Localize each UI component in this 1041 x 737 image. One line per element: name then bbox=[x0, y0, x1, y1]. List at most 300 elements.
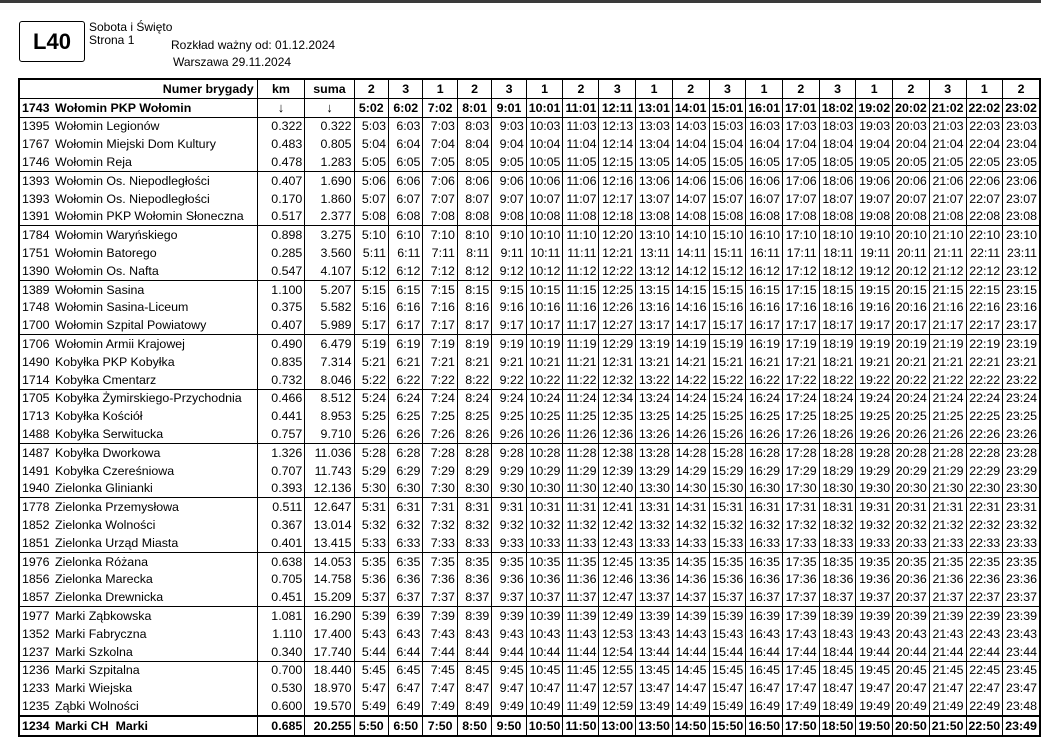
departure-time: 9:19 bbox=[492, 335, 526, 353]
departure-time: 19:29 bbox=[856, 462, 893, 480]
departure-time: 19:21 bbox=[856, 353, 893, 371]
stop-code: 1976 bbox=[22, 554, 50, 569]
departure-time: 23:26 bbox=[1003, 425, 1040, 443]
stop-name-cell bbox=[19, 190, 257, 208]
departure-time: 13:30 bbox=[636, 480, 673, 498]
stop-row bbox=[19, 117, 1040, 135]
departure-time: 20:28 bbox=[893, 443, 930, 461]
departure-time: 14:35 bbox=[672, 552, 709, 570]
departure-time: 6:25 bbox=[389, 407, 423, 425]
departure-time: 21:03 bbox=[929, 117, 966, 135]
sum-cell: 1.860 bbox=[305, 190, 354, 208]
departure-time: 12:31 bbox=[599, 353, 636, 371]
departure-time: 7:19 bbox=[423, 335, 457, 353]
departure-time: 7:08 bbox=[423, 208, 457, 226]
departure-time: 7:03 bbox=[423, 117, 457, 135]
departure-time: 16:50 bbox=[746, 716, 783, 736]
departure-time: 17:16 bbox=[782, 299, 819, 317]
departure-time: 14:06 bbox=[672, 171, 709, 189]
departure-time: 9:07 bbox=[492, 190, 526, 208]
departure-time: 15:37 bbox=[709, 588, 746, 606]
departure-time: 6:50 bbox=[389, 716, 423, 736]
sum-cell: 8.046 bbox=[305, 371, 354, 389]
departure-time: 8:43 bbox=[457, 625, 491, 643]
stop-row bbox=[19, 280, 1040, 298]
departure-time: 18:06 bbox=[819, 171, 856, 189]
departure-time: 6:31 bbox=[389, 498, 423, 516]
departure-time: 12:25 bbox=[599, 280, 636, 298]
departure-time: 17:31 bbox=[782, 498, 819, 516]
departure-time: 22:28 bbox=[966, 443, 1003, 461]
departure-time: 6:43 bbox=[389, 625, 423, 643]
departure-time: 17:36 bbox=[782, 571, 819, 589]
departure-time: 15:12 bbox=[709, 262, 746, 280]
departure-time: 22:30 bbox=[966, 480, 1003, 498]
departure-time: 6:26 bbox=[389, 425, 423, 443]
departure-time: 18:31 bbox=[819, 498, 856, 516]
stop-name: Wołomin PKP Wołomin bbox=[55, 100, 192, 115]
departure-time: 14:21 bbox=[672, 353, 709, 371]
departure-time: 15:03 bbox=[709, 117, 746, 135]
sum-cell: 8.953 bbox=[305, 407, 354, 425]
departure-time: 21:08 bbox=[929, 208, 966, 226]
sum-cell: 8.512 bbox=[305, 389, 354, 407]
km-cell: 0.517 bbox=[257, 208, 305, 226]
departure-time: 18:37 bbox=[819, 588, 856, 606]
departure-time: 23:32 bbox=[1003, 516, 1040, 534]
departure-time: 19:02 bbox=[856, 98, 893, 117]
stop-code: 1389 bbox=[22, 282, 50, 297]
departure-time: 15:33 bbox=[709, 534, 746, 552]
stop-row bbox=[19, 299, 1040, 317]
departure-time: 9:35 bbox=[492, 552, 526, 570]
departure-time: 13:35 bbox=[636, 552, 673, 570]
departure-time: 5:21 bbox=[354, 353, 388, 371]
departure-time: 22:21 bbox=[966, 353, 1003, 371]
departure-time: 7:26 bbox=[423, 425, 457, 443]
stop-code: 1778 bbox=[22, 500, 50, 515]
departure-time: 9:12 bbox=[492, 262, 526, 280]
km-cell: 0.757 bbox=[257, 425, 305, 443]
departure-time: 6:28 bbox=[389, 443, 423, 461]
departure-time: 9:21 bbox=[492, 353, 526, 371]
departure-time: 9:22 bbox=[492, 371, 526, 389]
departure-time: 14:33 bbox=[672, 534, 709, 552]
departure-time: 10:01 bbox=[526, 98, 563, 117]
departure-time: 15:19 bbox=[709, 335, 746, 353]
departure-time: 19:32 bbox=[856, 516, 893, 534]
stop-row bbox=[19, 353, 1040, 371]
stop-row bbox=[19, 335, 1040, 353]
departure-time: 23:30 bbox=[1003, 480, 1040, 498]
departure-time: 20:37 bbox=[893, 588, 930, 606]
departure-time: 19:11 bbox=[856, 244, 893, 262]
departure-time: 9:08 bbox=[492, 208, 526, 226]
stop-row bbox=[19, 98, 1040, 117]
departure-time: 10:31 bbox=[526, 498, 563, 516]
stop-row bbox=[19, 190, 1040, 208]
departure-time: 7:32 bbox=[423, 516, 457, 534]
departure-time: 18:32 bbox=[819, 516, 856, 534]
departure-time: 15:15 bbox=[709, 280, 746, 298]
departure-time: 5:24 bbox=[354, 389, 388, 407]
departure-time: 11:39 bbox=[563, 607, 599, 625]
stop-code: 1491 bbox=[22, 463, 50, 478]
departure-time: 14:29 bbox=[672, 462, 709, 480]
departure-time: 18:08 bbox=[819, 208, 856, 226]
line-number-badge bbox=[19, 21, 85, 62]
departure-time: 5:29 bbox=[354, 462, 388, 480]
stop-code: 1857 bbox=[22, 590, 50, 605]
stop-code: 1391 bbox=[22, 209, 50, 224]
stop-name-cell bbox=[19, 534, 257, 552]
departure-time: 5:05 bbox=[354, 153, 388, 171]
departure-time: 12:42 bbox=[599, 516, 636, 534]
departure-time: 21:24 bbox=[929, 389, 966, 407]
departure-time: 11:49 bbox=[563, 697, 599, 716]
brigade-header: 1 bbox=[966, 79, 1003, 98]
departure-time: 13:08 bbox=[636, 208, 673, 226]
sum-cell: 19.570 bbox=[305, 697, 354, 716]
departure-time: 20:44 bbox=[893, 643, 930, 661]
departure-time: 19:33 bbox=[856, 534, 893, 552]
departure-time: 14:03 bbox=[672, 117, 709, 135]
km-cell: 0.375 bbox=[257, 299, 305, 317]
departure-time: 17:19 bbox=[782, 335, 819, 353]
departure-time: 9:24 bbox=[492, 389, 526, 407]
departure-time: 22:26 bbox=[966, 425, 1003, 443]
sum-cell: 4.107 bbox=[305, 262, 354, 280]
departure-time: 11:04 bbox=[563, 135, 599, 153]
departure-time: 23:02 bbox=[1003, 98, 1040, 117]
departure-time: 8:04 bbox=[457, 135, 491, 153]
departure-time: 15:11 bbox=[709, 244, 746, 262]
departure-time: 12:35 bbox=[599, 407, 636, 425]
km-cell: 0.530 bbox=[257, 679, 305, 697]
departure-time: 22:37 bbox=[966, 588, 1003, 606]
departure-time: 12:32 bbox=[599, 371, 636, 389]
stop-code: 1706 bbox=[22, 337, 50, 352]
stop-row bbox=[19, 316, 1040, 334]
departure-time: 23:25 bbox=[1003, 407, 1040, 425]
departure-time: 16:32 bbox=[746, 516, 783, 534]
stop-name-cell bbox=[19, 425, 257, 443]
departure-time: 11:37 bbox=[563, 588, 599, 606]
departure-time: 10:39 bbox=[526, 607, 563, 625]
departure-time: 15:25 bbox=[709, 407, 746, 425]
departure-time: 7:02 bbox=[423, 98, 457, 117]
departure-time: 20:21 bbox=[893, 353, 930, 371]
departure-time: 20:26 bbox=[893, 425, 930, 443]
departure-time: 15:45 bbox=[709, 661, 746, 679]
departure-time: 6:22 bbox=[389, 371, 423, 389]
departure-time: 18:45 bbox=[819, 661, 856, 679]
schedule-info bbox=[89, 21, 172, 47]
departure-time: 11:35 bbox=[563, 552, 599, 570]
departure-time: 22:35 bbox=[966, 552, 1003, 570]
departure-time: 23:07 bbox=[1003, 190, 1040, 208]
departure-time: 17:01 bbox=[782, 98, 819, 117]
departure-time: 22:12 bbox=[966, 262, 1003, 280]
departure-time: 17:35 bbox=[782, 552, 819, 570]
departure-time: 19:39 bbox=[856, 607, 893, 625]
stop-name: Wołomin Szpital Powiatowy bbox=[55, 318, 207, 333]
departure-time: 14:28 bbox=[672, 443, 709, 461]
departure-time: 20:49 bbox=[893, 697, 930, 716]
departure-time: 11:19 bbox=[563, 335, 599, 353]
departure-time: 10:29 bbox=[526, 462, 563, 480]
sum-cell: 14.053 bbox=[305, 552, 354, 570]
departure-time: 23:22 bbox=[1003, 371, 1040, 389]
departure-time: 23:28 bbox=[1003, 443, 1040, 461]
departure-time: 8:07 bbox=[457, 190, 491, 208]
departure-time: 21:31 bbox=[929, 498, 966, 516]
stop-name-cell bbox=[19, 498, 257, 516]
stop-code: 1393 bbox=[22, 191, 50, 206]
departure-time: 15:39 bbox=[709, 607, 746, 625]
stop-name-cell bbox=[19, 697, 257, 716]
stop-code: 1233 bbox=[22, 681, 50, 696]
departure-time: 5:03 bbox=[354, 117, 388, 135]
departure-time: 22:10 bbox=[966, 226, 1003, 244]
departure-time: 15:50 bbox=[709, 716, 746, 736]
departure-time: 16:15 bbox=[746, 280, 783, 298]
departure-time: 13:16 bbox=[636, 299, 673, 317]
departure-time: 6:49 bbox=[389, 697, 423, 716]
sum-cell: 5.207 bbox=[305, 280, 354, 298]
departure-time: 14:16 bbox=[672, 299, 709, 317]
departure-time: 8:11 bbox=[457, 244, 491, 262]
departure-time: 17:05 bbox=[782, 153, 819, 171]
departure-time: 9:29 bbox=[492, 462, 526, 480]
departure-time: 9:44 bbox=[492, 643, 526, 661]
departure-time: 11:15 bbox=[563, 280, 599, 298]
sum-cell: 14.758 bbox=[305, 571, 354, 589]
departure-time: 20:19 bbox=[893, 335, 930, 353]
stop-name-cell bbox=[19, 208, 257, 226]
departure-time: 5:28 bbox=[354, 443, 388, 461]
stop-name-cell bbox=[19, 607, 257, 625]
departure-time: 7:07 bbox=[423, 190, 457, 208]
departure-time: 9:05 bbox=[492, 153, 526, 171]
departure-time: 5:44 bbox=[354, 643, 388, 661]
departure-time: 23:15 bbox=[1003, 280, 1040, 298]
departure-time: 9:16 bbox=[492, 299, 526, 317]
departure-time: 23:04 bbox=[1003, 135, 1040, 153]
departure-time: 17:21 bbox=[782, 353, 819, 371]
departure-time: 18:30 bbox=[819, 480, 856, 498]
stop-name-cell bbox=[19, 389, 257, 407]
departure-time: 16:04 bbox=[746, 135, 783, 153]
departure-time: 19:15 bbox=[856, 280, 893, 298]
departure-time: 19:47 bbox=[856, 679, 893, 697]
departure-time: 23:44 bbox=[1003, 643, 1040, 661]
departure-time: 18:21 bbox=[819, 353, 856, 371]
departure-time: 21:10 bbox=[929, 226, 966, 244]
stop-name: Kobyłka Żymirskiego-Przychodnia bbox=[55, 391, 242, 406]
km-cell: 0.638 bbox=[257, 552, 305, 570]
stop-code: 1235 bbox=[22, 698, 50, 713]
sum-cell: 6.479 bbox=[305, 335, 354, 353]
sum-header: suma bbox=[305, 79, 354, 98]
departure-time: 14:25 bbox=[672, 407, 709, 425]
departure-time: 7:30 bbox=[423, 480, 457, 498]
departure-time: 12:11 bbox=[599, 98, 636, 117]
departure-time: 8:21 bbox=[457, 353, 491, 371]
departure-time: 16:17 bbox=[746, 316, 783, 334]
sum-cell: 12.647 bbox=[305, 498, 354, 516]
departure-time: 18:50 bbox=[819, 716, 856, 736]
stop-row bbox=[19, 534, 1040, 552]
stop-row bbox=[19, 588, 1040, 606]
departure-time: 8:31 bbox=[457, 498, 491, 516]
departure-time: 16:01 bbox=[746, 98, 783, 117]
departure-time: 20:30 bbox=[893, 480, 930, 498]
departure-time: 16:06 bbox=[746, 171, 783, 189]
departure-time: 18:15 bbox=[819, 280, 856, 298]
departure-time: 18:26 bbox=[819, 425, 856, 443]
departure-time: 18:03 bbox=[819, 117, 856, 135]
departure-time: 18:10 bbox=[819, 226, 856, 244]
departure-time: 8:28 bbox=[457, 443, 491, 461]
stop-code: 1488 bbox=[22, 427, 50, 442]
departure-time: 6:19 bbox=[389, 335, 423, 353]
stop-code: 1743 bbox=[22, 100, 50, 115]
stop-name: Zielonka Drewnicka bbox=[55, 590, 164, 605]
departure-time: 9:43 bbox=[492, 625, 526, 643]
departure-time: 17:25 bbox=[782, 407, 819, 425]
departure-time: 23:45 bbox=[1003, 661, 1040, 679]
departure-time: 6:15 bbox=[389, 280, 423, 298]
departure-time: 12:20 bbox=[599, 226, 636, 244]
brigade-header: 1 bbox=[636, 79, 673, 98]
departure-time: 7:16 bbox=[423, 299, 457, 317]
departure-time: 23:11 bbox=[1003, 244, 1040, 262]
brigade-header: 3 bbox=[599, 79, 636, 98]
departure-time: 14:19 bbox=[672, 335, 709, 353]
departure-time: 21:32 bbox=[929, 516, 966, 534]
departure-time: 17:33 bbox=[782, 534, 819, 552]
departure-time: 15:05 bbox=[709, 153, 746, 171]
km-cell: 0.478 bbox=[257, 153, 305, 171]
departure-time: 14:22 bbox=[672, 371, 709, 389]
departure-time: 17:44 bbox=[782, 643, 819, 661]
departure-time: 22:25 bbox=[966, 407, 1003, 425]
departure-time: 15:22 bbox=[709, 371, 746, 389]
departure-time: 13:49 bbox=[636, 697, 673, 716]
departure-time: 16:21 bbox=[746, 353, 783, 371]
departure-time: 16:35 bbox=[746, 552, 783, 570]
stop-code: 1852 bbox=[22, 518, 50, 533]
departure-time: 10:49 bbox=[526, 697, 563, 716]
stop-row bbox=[19, 135, 1040, 153]
departure-time: 5:22 bbox=[354, 371, 388, 389]
departure-time: 22:39 bbox=[966, 607, 1003, 625]
departure-time: 12:53 bbox=[599, 625, 636, 643]
stop-name: Wołomin PKP Wołomin Słoneczna bbox=[55, 209, 244, 224]
departure-time: 14:49 bbox=[672, 697, 709, 716]
departure-time: 16:03 bbox=[746, 117, 783, 135]
stop-row bbox=[19, 625, 1040, 643]
departure-time: 19:22 bbox=[856, 371, 893, 389]
departure-time: 14:10 bbox=[672, 226, 709, 244]
departure-time: 13:37 bbox=[636, 588, 673, 606]
departure-time: 6:32 bbox=[389, 516, 423, 534]
departure-time: 14:50 bbox=[672, 716, 709, 736]
departure-time: 11:07 bbox=[563, 190, 599, 208]
stop-row bbox=[19, 661, 1040, 679]
departure-time: 14:31 bbox=[672, 498, 709, 516]
departure-time: 10:03 bbox=[526, 117, 563, 135]
brigade-header: 2 bbox=[1003, 79, 1040, 98]
sum-cell: 15.209 bbox=[305, 588, 354, 606]
brigade-header: 2 bbox=[893, 79, 930, 98]
departure-time: 5:30 bbox=[354, 480, 388, 498]
departure-time: 17:29 bbox=[782, 462, 819, 480]
departure-time: 6:03 bbox=[389, 117, 423, 135]
departure-time: 19:43 bbox=[856, 625, 893, 643]
departure-time: 18:17 bbox=[819, 316, 856, 334]
departure-time: 12:41 bbox=[599, 498, 636, 516]
departure-time: 11:24 bbox=[563, 389, 599, 407]
departure-time: 6:29 bbox=[389, 462, 423, 480]
stop-name: Marki Wiejska bbox=[55, 681, 133, 696]
brigade-header: 2 bbox=[782, 79, 819, 98]
departure-time: 21:47 bbox=[929, 679, 966, 697]
stop-name: Wołomin Batorego bbox=[55, 246, 157, 261]
departure-time: 12:36 bbox=[599, 425, 636, 443]
departure-time: 8:25 bbox=[457, 407, 491, 425]
departure-time: 23:06 bbox=[1003, 171, 1040, 189]
departure-time: 17:45 bbox=[782, 661, 819, 679]
departure-time: 8:47 bbox=[457, 679, 491, 697]
departure-time: 22:29 bbox=[966, 462, 1003, 480]
departure-time: 18:35 bbox=[819, 552, 856, 570]
departure-time: 10:06 bbox=[526, 171, 563, 189]
departure-time: 11:45 bbox=[563, 661, 599, 679]
departure-time: 19:45 bbox=[856, 661, 893, 679]
departure-time: 7:49 bbox=[423, 697, 457, 716]
departure-time: 11:25 bbox=[563, 407, 599, 425]
stop-name: Zielonka Wolności bbox=[55, 518, 156, 533]
departure-time: 23:39 bbox=[1003, 607, 1040, 625]
departure-time: 10:15 bbox=[526, 280, 563, 298]
brigade-header: 2 bbox=[672, 79, 709, 98]
stop-name-cell bbox=[19, 226, 257, 244]
departure-time: 18:28 bbox=[819, 443, 856, 461]
stop-row bbox=[19, 262, 1040, 280]
departure-time: 16:11 bbox=[746, 244, 783, 262]
departure-time: 12:17 bbox=[599, 190, 636, 208]
sum-cell: 17.400 bbox=[305, 625, 354, 643]
departure-time: 5:49 bbox=[354, 697, 388, 716]
km-cell: 0.600 bbox=[257, 697, 305, 716]
departure-time: 6:36 bbox=[389, 571, 423, 589]
departure-time: 18:25 bbox=[819, 407, 856, 425]
km-cell: 0.285 bbox=[257, 244, 305, 262]
departure-time: 19:05 bbox=[856, 153, 893, 171]
brigade-header: 3 bbox=[492, 79, 526, 98]
departure-time: 13:00 bbox=[599, 716, 636, 736]
km-cell: 1.326 bbox=[257, 443, 305, 461]
departure-time: 15:49 bbox=[709, 697, 746, 716]
departure-time: 21:28 bbox=[929, 443, 966, 461]
departure-time: 21:39 bbox=[929, 607, 966, 625]
departure-time: 8:35 bbox=[457, 552, 491, 570]
departure-time: 8:03 bbox=[457, 117, 491, 135]
stop-code: 1490 bbox=[22, 354, 50, 369]
departure-time: 18:02 bbox=[819, 98, 856, 117]
